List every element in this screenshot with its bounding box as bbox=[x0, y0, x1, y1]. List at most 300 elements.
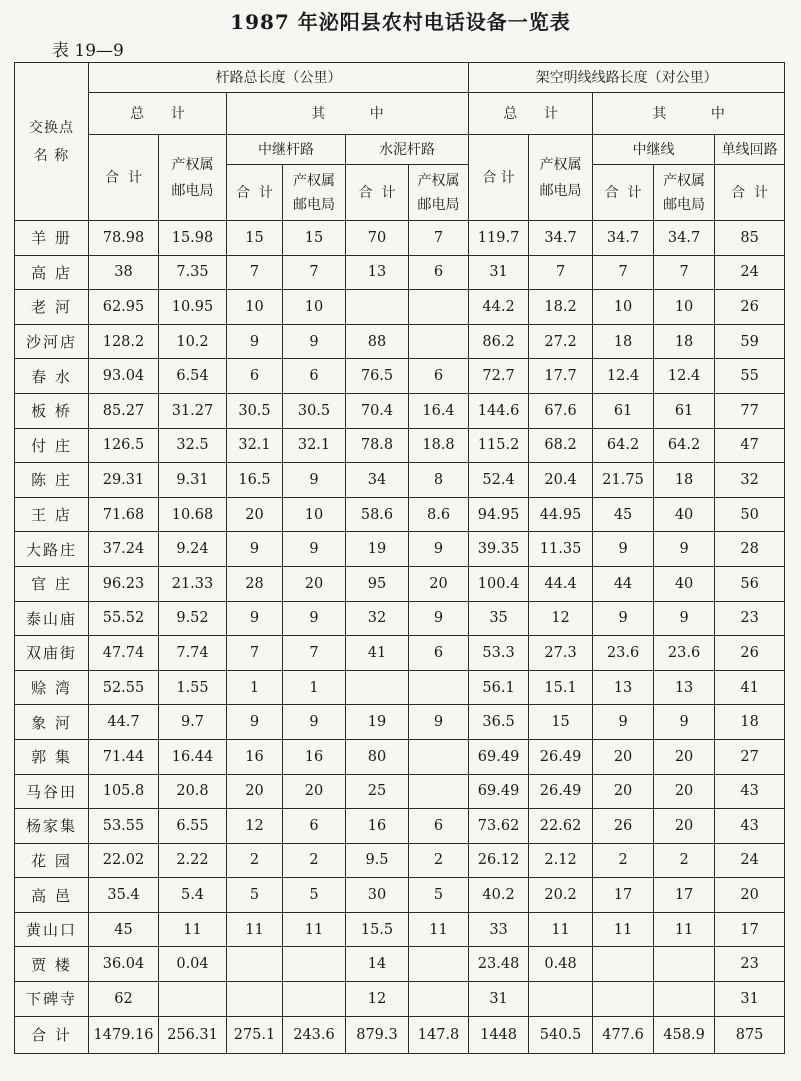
value-cell: 15.5 bbox=[346, 912, 409, 947]
value-cell: 21.33 bbox=[159, 566, 227, 601]
table-row bbox=[15, 947, 785, 982]
station-name-cell: 春 水 bbox=[15, 359, 89, 394]
value-cell: 12 bbox=[227, 809, 283, 844]
value-cell: 32.5 bbox=[159, 428, 227, 463]
value-cell: 31 bbox=[469, 255, 529, 290]
value-cell: 6 bbox=[283, 809, 346, 844]
station-name-cell: 马谷田 bbox=[15, 774, 89, 809]
value-cell: 32.1 bbox=[283, 428, 346, 463]
station-name-cell: 老 河 bbox=[15, 290, 89, 325]
value-cell: 16 bbox=[283, 739, 346, 774]
value-cell: 7 bbox=[593, 255, 654, 290]
value-cell: 67.6 bbox=[529, 393, 593, 428]
value-cell: 18.8 bbox=[409, 428, 469, 463]
value-cell: 73.62 bbox=[469, 809, 529, 844]
value-cell: 40.2 bbox=[469, 878, 529, 913]
value-cell: 147.8 bbox=[409, 1016, 469, 1053]
value-cell: 12.4 bbox=[593, 359, 654, 394]
header-pole-sum: 合 计 bbox=[89, 135, 159, 221]
value-cell: 16.44 bbox=[159, 739, 227, 774]
header-wire-total: 架空明线线路长度（对公里） bbox=[469, 63, 785, 93]
value-cell: 72.7 bbox=[469, 359, 529, 394]
value-cell: 71.44 bbox=[89, 739, 159, 774]
value-cell: 1 bbox=[227, 670, 283, 705]
table-row bbox=[15, 393, 785, 428]
value-cell: 15 bbox=[529, 705, 593, 740]
value-cell: 10 bbox=[654, 290, 715, 325]
value-cell: 93.04 bbox=[89, 359, 159, 394]
value-cell: 44.7 bbox=[89, 705, 159, 740]
value-cell: 85 bbox=[715, 221, 785, 256]
header-pole-total: 杆路总长度（公里） bbox=[89, 63, 469, 93]
value-cell: 96.23 bbox=[89, 566, 159, 601]
value-cell bbox=[409, 670, 469, 705]
value-cell: 9 bbox=[283, 705, 346, 740]
value-cell: 20.4 bbox=[529, 463, 593, 498]
value-cell: 7.74 bbox=[159, 636, 227, 671]
header-cement-pole-owned: 产权属 邮电局 bbox=[409, 165, 469, 221]
value-cell: 26 bbox=[715, 636, 785, 671]
table-row bbox=[15, 739, 785, 774]
header-cement-pole: 水泥杆路 bbox=[346, 135, 469, 165]
value-cell: 11 bbox=[529, 912, 593, 947]
value-cell: 2 bbox=[283, 843, 346, 878]
value-cell: 26.12 bbox=[469, 843, 529, 878]
value-cell: 40 bbox=[654, 566, 715, 601]
station-name-cell: 王 店 bbox=[15, 497, 89, 532]
value-cell: 7 bbox=[409, 221, 469, 256]
value-cell: 144.6 bbox=[469, 393, 529, 428]
value-cell: 12.4 bbox=[654, 359, 715, 394]
value-cell: 16.5 bbox=[227, 463, 283, 498]
value-cell: 88 bbox=[346, 324, 409, 359]
table-row bbox=[15, 601, 785, 636]
value-cell: 9.7 bbox=[159, 705, 227, 740]
value-cell: 0.48 bbox=[529, 947, 593, 982]
value-cell: 17 bbox=[593, 878, 654, 913]
value-cell bbox=[593, 947, 654, 982]
value-cell: 31 bbox=[715, 982, 785, 1017]
header-relay-pole: 中继杆路 bbox=[227, 135, 346, 165]
value-cell: 15.98 bbox=[159, 221, 227, 256]
value-cell: 70 bbox=[346, 221, 409, 256]
value-cell: 32 bbox=[715, 463, 785, 498]
value-cell: 13 bbox=[346, 255, 409, 290]
value-cell: 64.2 bbox=[654, 428, 715, 463]
value-cell: 43 bbox=[715, 809, 785, 844]
value-cell: 19 bbox=[346, 532, 409, 567]
value-cell bbox=[529, 982, 593, 1017]
value-cell: 6 bbox=[409, 636, 469, 671]
value-cell: 44 bbox=[593, 566, 654, 601]
value-cell: 1479.16 bbox=[89, 1016, 159, 1053]
value-cell: 28 bbox=[715, 532, 785, 567]
value-cell: 7 bbox=[529, 255, 593, 290]
station-name-cell: 郭 集 bbox=[15, 739, 89, 774]
value-cell: 9 bbox=[283, 324, 346, 359]
value-cell: 26 bbox=[593, 809, 654, 844]
value-cell: 9 bbox=[593, 601, 654, 636]
value-cell: 59 bbox=[715, 324, 785, 359]
station-name-cell: 花 园 bbox=[15, 843, 89, 878]
value-cell: 69.49 bbox=[469, 774, 529, 809]
value-cell: 78.98 bbox=[89, 221, 159, 256]
value-cell: 20 bbox=[593, 739, 654, 774]
value-cell: 45 bbox=[593, 497, 654, 532]
value-cell bbox=[409, 774, 469, 809]
station-name-cell: 陈 庄 bbox=[15, 463, 89, 498]
header-relay-pole-owned: 产权属 邮电局 bbox=[283, 165, 346, 221]
station-name-cell: 下碑寺 bbox=[15, 982, 89, 1017]
value-cell: 53.55 bbox=[89, 809, 159, 844]
value-cell: 9 bbox=[227, 324, 283, 359]
value-cell: 20 bbox=[654, 809, 715, 844]
value-cell bbox=[409, 982, 469, 1017]
value-cell: 71.68 bbox=[89, 497, 159, 532]
value-cell: 47.74 bbox=[89, 636, 159, 671]
value-cell: 24 bbox=[715, 255, 785, 290]
station-name-cell: 泰山庙 bbox=[15, 601, 89, 636]
value-cell: 6 bbox=[409, 359, 469, 394]
value-cell: 20 bbox=[227, 774, 283, 809]
value-cell: 115.2 bbox=[469, 428, 529, 463]
value-cell: 128.2 bbox=[89, 324, 159, 359]
value-cell: 477.6 bbox=[593, 1016, 654, 1053]
value-cell: 119.7 bbox=[469, 221, 529, 256]
value-cell: 7 bbox=[283, 636, 346, 671]
value-cell: 22.62 bbox=[529, 809, 593, 844]
value-cell: 9.52 bbox=[159, 601, 227, 636]
value-cell: 85.27 bbox=[89, 393, 159, 428]
value-cell: 7.35 bbox=[159, 255, 227, 290]
value-cell bbox=[227, 947, 283, 982]
value-cell: 15.1 bbox=[529, 670, 593, 705]
value-cell: 458.9 bbox=[654, 1016, 715, 1053]
value-cell: 17 bbox=[715, 912, 785, 947]
value-cell bbox=[409, 739, 469, 774]
value-cell: 15 bbox=[283, 221, 346, 256]
value-cell: 13 bbox=[654, 670, 715, 705]
station-name-cell: 合 计 bbox=[15, 1016, 89, 1053]
value-cell: 9 bbox=[227, 601, 283, 636]
value-cell: 61 bbox=[593, 393, 654, 428]
station-name-cell: 羊 册 bbox=[15, 221, 89, 256]
value-cell: 1.55 bbox=[159, 670, 227, 705]
value-cell: 80 bbox=[346, 739, 409, 774]
value-cell: 243.6 bbox=[283, 1016, 346, 1053]
value-cell: 35 bbox=[469, 601, 529, 636]
value-cell: 31 bbox=[469, 982, 529, 1017]
station-name-cell: 沙河店 bbox=[15, 324, 89, 359]
value-cell: 23 bbox=[715, 947, 785, 982]
value-cell: 14 bbox=[346, 947, 409, 982]
value-cell: 23 bbox=[715, 601, 785, 636]
value-cell: 10.68 bbox=[159, 497, 227, 532]
value-cell: 2 bbox=[227, 843, 283, 878]
value-cell: 18 bbox=[593, 324, 654, 359]
value-cell: 20 bbox=[593, 774, 654, 809]
value-cell: 39.35 bbox=[469, 532, 529, 567]
value-cell: 2 bbox=[593, 843, 654, 878]
value-cell: 9 bbox=[283, 463, 346, 498]
value-cell: 52.4 bbox=[469, 463, 529, 498]
value-cell: 32.1 bbox=[227, 428, 283, 463]
value-cell: 26.49 bbox=[529, 739, 593, 774]
value-cell: 16 bbox=[227, 739, 283, 774]
value-cell: 20 bbox=[283, 566, 346, 601]
value-cell: 12 bbox=[346, 982, 409, 1017]
value-cell: 23.6 bbox=[593, 636, 654, 671]
value-cell: 18.2 bbox=[529, 290, 593, 325]
value-cell bbox=[409, 290, 469, 325]
value-cell: 23.6 bbox=[654, 636, 715, 671]
value-cell: 27.3 bbox=[529, 636, 593, 671]
value-cell: 30 bbox=[346, 878, 409, 913]
value-cell: 6.54 bbox=[159, 359, 227, 394]
station-name-cell: 赊 湾 bbox=[15, 670, 89, 705]
value-cell: 9 bbox=[409, 532, 469, 567]
value-cell: 38 bbox=[89, 255, 159, 290]
table-row bbox=[15, 636, 785, 671]
value-cell: 45 bbox=[89, 912, 159, 947]
value-cell: 5 bbox=[227, 878, 283, 913]
value-cell: 879.3 bbox=[346, 1016, 409, 1053]
value-cell: 10.2 bbox=[159, 324, 227, 359]
value-cell: 20.8 bbox=[159, 774, 227, 809]
header-wire-of-which: 其 中 bbox=[593, 93, 785, 135]
value-cell: 34.7 bbox=[529, 221, 593, 256]
station-name-cell: 双庙街 bbox=[15, 636, 89, 671]
value-cell: 20 bbox=[227, 497, 283, 532]
header-pole-owned: 产权属 邮电局 bbox=[159, 135, 227, 221]
table-row bbox=[15, 878, 785, 913]
value-cell bbox=[593, 982, 654, 1017]
value-cell: 30.5 bbox=[283, 393, 346, 428]
value-cell: 11.35 bbox=[529, 532, 593, 567]
value-cell: 24 bbox=[715, 843, 785, 878]
value-cell: 77 bbox=[715, 393, 785, 428]
value-cell bbox=[654, 982, 715, 1017]
value-cell: 10 bbox=[593, 290, 654, 325]
value-cell: 11 bbox=[593, 912, 654, 947]
value-cell: 44.4 bbox=[529, 566, 593, 601]
value-cell: 53.3 bbox=[469, 636, 529, 671]
station-name-cell: 杨家集 bbox=[15, 809, 89, 844]
value-cell: 7 bbox=[283, 255, 346, 290]
value-cell: 55 bbox=[715, 359, 785, 394]
value-cell: 16 bbox=[346, 809, 409, 844]
value-cell: 2 bbox=[409, 843, 469, 878]
table-row bbox=[15, 774, 785, 809]
header-wire-total-sum: 总 计 bbox=[469, 93, 593, 135]
value-cell: 52.55 bbox=[89, 670, 159, 705]
value-cell: 875 bbox=[715, 1016, 785, 1053]
station-name-cell: 高 店 bbox=[15, 255, 89, 290]
value-cell: 47 bbox=[715, 428, 785, 463]
station-name-cell: 黄山口 bbox=[15, 912, 89, 947]
value-cell: 27 bbox=[715, 739, 785, 774]
table-row bbox=[15, 463, 785, 498]
value-cell: 36.04 bbox=[89, 947, 159, 982]
value-cell: 15 bbox=[227, 221, 283, 256]
value-cell: 94.95 bbox=[469, 497, 529, 532]
value-cell: 11 bbox=[283, 912, 346, 947]
table-row bbox=[15, 809, 785, 844]
value-cell: 20 bbox=[654, 739, 715, 774]
table-row bbox=[15, 670, 785, 705]
value-cell: 43 bbox=[715, 774, 785, 809]
header-pole-total-sum: 总 计 bbox=[89, 93, 227, 135]
value-cell: 7 bbox=[227, 255, 283, 290]
value-cell: 29.31 bbox=[89, 463, 159, 498]
value-cell: 9 bbox=[283, 532, 346, 567]
value-cell: 2 bbox=[654, 843, 715, 878]
value-cell: 70.4 bbox=[346, 393, 409, 428]
header-station-name: 交换点 名 称 bbox=[15, 63, 89, 221]
value-cell: 11 bbox=[227, 912, 283, 947]
value-cell: 68.2 bbox=[529, 428, 593, 463]
value-cell bbox=[346, 670, 409, 705]
value-cell: 21.75 bbox=[593, 463, 654, 498]
value-cell: 9.31 bbox=[159, 463, 227, 498]
station-name-cell: 官 庄 bbox=[15, 566, 89, 601]
total-row bbox=[15, 1016, 785, 1053]
table-row bbox=[15, 497, 785, 532]
table-row bbox=[15, 221, 785, 256]
value-cell: 76.5 bbox=[346, 359, 409, 394]
value-cell: 18 bbox=[654, 463, 715, 498]
table-row bbox=[15, 324, 785, 359]
station-name-cell: 板 桥 bbox=[15, 393, 89, 428]
value-cell: 30.5 bbox=[227, 393, 283, 428]
value-cell bbox=[283, 947, 346, 982]
value-cell: 31.27 bbox=[159, 393, 227, 428]
value-cell: 10.95 bbox=[159, 290, 227, 325]
value-cell: 86.2 bbox=[469, 324, 529, 359]
header-cement-pole-sum: 合 计 bbox=[346, 165, 409, 221]
value-cell: 17 bbox=[654, 878, 715, 913]
value-cell: 41 bbox=[346, 636, 409, 671]
value-cell: 40 bbox=[654, 497, 715, 532]
value-cell: 34 bbox=[346, 463, 409, 498]
header-relay-line-sum: 合 计 bbox=[593, 165, 654, 221]
table-row bbox=[15, 359, 785, 394]
value-cell: 1 bbox=[283, 670, 346, 705]
value-cell: 9.5 bbox=[346, 843, 409, 878]
value-cell: 8.6 bbox=[409, 497, 469, 532]
value-cell: 105.8 bbox=[89, 774, 159, 809]
header-pole-of-which: 其 中 bbox=[227, 93, 469, 135]
value-cell: 11 bbox=[409, 912, 469, 947]
station-name-cell: 高 邑 bbox=[15, 878, 89, 913]
table-number: 表 19—9 bbox=[52, 41, 124, 61]
table-row bbox=[15, 290, 785, 325]
value-cell: 19 bbox=[346, 705, 409, 740]
value-cell: 2.22 bbox=[159, 843, 227, 878]
value-cell: 26.49 bbox=[529, 774, 593, 809]
station-name-cell: 象 河 bbox=[15, 705, 89, 740]
value-cell: 95 bbox=[346, 566, 409, 601]
value-cell: 9 bbox=[409, 705, 469, 740]
value-cell: 10 bbox=[283, 290, 346, 325]
value-cell: 9 bbox=[227, 532, 283, 567]
value-cell: 78.8 bbox=[346, 428, 409, 463]
value-cell: 50 bbox=[715, 497, 785, 532]
value-cell: 64.2 bbox=[593, 428, 654, 463]
station-name-cell: 大路庄 bbox=[15, 532, 89, 567]
value-cell: 22.02 bbox=[89, 843, 159, 878]
value-cell: 69.49 bbox=[469, 739, 529, 774]
value-cell: 9 bbox=[654, 601, 715, 636]
page-title: 1987 年泌阳县农村电话设备一览表 bbox=[230, 10, 571, 34]
value-cell: 7 bbox=[654, 255, 715, 290]
value-cell: 540.5 bbox=[529, 1016, 593, 1053]
value-cell: 10 bbox=[283, 497, 346, 532]
header-wire-owned: 产权属 邮电局 bbox=[529, 135, 593, 221]
value-cell: 26 bbox=[715, 290, 785, 325]
value-cell: 2.12 bbox=[529, 843, 593, 878]
value-cell: 25 bbox=[346, 774, 409, 809]
value-cell: 55.52 bbox=[89, 601, 159, 636]
value-cell: 6 bbox=[283, 359, 346, 394]
value-cell bbox=[159, 982, 227, 1017]
value-cell bbox=[409, 947, 469, 982]
table-row bbox=[15, 566, 785, 601]
value-cell: 6 bbox=[227, 359, 283, 394]
value-cell bbox=[409, 324, 469, 359]
value-cell: 34.7 bbox=[593, 221, 654, 256]
value-cell: 20 bbox=[654, 774, 715, 809]
header-relay-line-owned: 产权属 邮电局 bbox=[654, 165, 715, 221]
value-cell: 5 bbox=[409, 878, 469, 913]
header-single-loop: 单线回路 bbox=[715, 135, 785, 165]
value-cell: 17.7 bbox=[529, 359, 593, 394]
value-cell: 20 bbox=[715, 878, 785, 913]
value-cell: 33 bbox=[469, 912, 529, 947]
value-cell bbox=[227, 982, 283, 1017]
value-cell: 7 bbox=[227, 636, 283, 671]
value-cell: 44.95 bbox=[529, 497, 593, 532]
value-cell: 9 bbox=[654, 705, 715, 740]
value-cell: 9 bbox=[654, 532, 715, 567]
value-cell: 20.2 bbox=[529, 878, 593, 913]
value-cell: 12 bbox=[529, 601, 593, 636]
table-row bbox=[15, 982, 785, 1017]
value-cell: 28 bbox=[227, 566, 283, 601]
value-cell: 20 bbox=[283, 774, 346, 809]
value-cell: 126.5 bbox=[89, 428, 159, 463]
value-cell: 13 bbox=[593, 670, 654, 705]
value-cell: 275.1 bbox=[227, 1016, 283, 1053]
value-cell: 36.5 bbox=[469, 705, 529, 740]
value-cell: 56 bbox=[715, 566, 785, 601]
value-cell: 0.04 bbox=[159, 947, 227, 982]
value-cell: 6.55 bbox=[159, 809, 227, 844]
header-wire-sum: 合 计 bbox=[469, 135, 529, 221]
value-cell: 6 bbox=[409, 255, 469, 290]
value-cell: 5.4 bbox=[159, 878, 227, 913]
value-cell: 16.4 bbox=[409, 393, 469, 428]
value-cell: 8 bbox=[409, 463, 469, 498]
value-cell: 23.48 bbox=[469, 947, 529, 982]
value-cell: 41 bbox=[715, 670, 785, 705]
station-name-cell: 付 庄 bbox=[15, 428, 89, 463]
value-cell: 32 bbox=[346, 601, 409, 636]
value-cell: 62 bbox=[89, 982, 159, 1017]
header-relay-pole-sum: 合 计 bbox=[227, 165, 283, 221]
value-cell: 9.24 bbox=[159, 532, 227, 567]
table-row bbox=[15, 912, 785, 947]
